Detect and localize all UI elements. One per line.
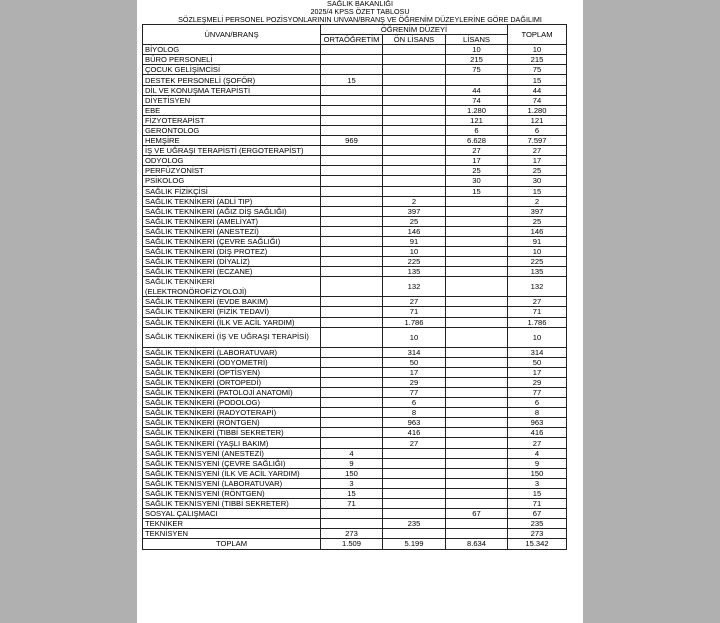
- lisans-value: [446, 267, 508, 277]
- lisans-value: [446, 297, 508, 307]
- ortaogretim-value: [321, 277, 383, 297]
- toplam-value: 150: [508, 468, 567, 478]
- ortaogretim-value: [321, 317, 383, 327]
- onlisans-value: [383, 105, 446, 115]
- toplam-value: 71: [508, 499, 567, 509]
- onlisans-value: [383, 125, 446, 135]
- toplam-value: 9: [508, 458, 567, 468]
- position-name: SAĞLIK TEKNİSYENİ (ÇEVRE SAĞLIĞI): [143, 458, 321, 468]
- position-name: SAĞLIK TEKNİKERİ (İŞ VE UĞRAŞI TERAPİSİ): [143, 327, 321, 347]
- table-row: [143, 347, 567, 357]
- ortaogretim-value: [321, 156, 383, 166]
- table-row: [143, 257, 567, 267]
- table-row: [143, 115, 567, 125]
- table-row: [143, 45, 567, 55]
- toplam-value: 397: [508, 206, 567, 216]
- table-row: [143, 297, 567, 307]
- ortaogretim-value: [321, 509, 383, 519]
- column-header-ogrenim: ÖĞRENİM DÜZEYİ: [321, 25, 508, 35]
- table-row: [143, 105, 567, 115]
- ortaogretim-value: [321, 55, 383, 65]
- document-page: [137, 0, 583, 623]
- table-row: [143, 499, 567, 509]
- onlisans-value: 963: [383, 418, 446, 428]
- table-row: [143, 226, 567, 236]
- table-row: [143, 136, 567, 146]
- lisans-value: [446, 226, 508, 236]
- toplam-value: 1.280: [508, 105, 567, 115]
- column-header-toplam: TOPLAM: [508, 25, 567, 45]
- lisans-value: [446, 236, 508, 246]
- toplam-value: 2: [508, 196, 567, 206]
- lisans-value: 15: [446, 186, 508, 196]
- onlisans-value: [383, 488, 446, 498]
- total-label: TOPLAM: [143, 539, 321, 549]
- onlisans-value: [383, 75, 446, 85]
- toplam-value: 121: [508, 115, 567, 125]
- toplam-value: 10: [508, 45, 567, 55]
- column-header-unvan: ÜNVAN/BRANŞ: [143, 25, 321, 45]
- table-row: [143, 519, 567, 529]
- position-name: SAĞLIK TEKNİKERİ (RADYOTERAPİ): [143, 408, 321, 418]
- table-row: [143, 388, 567, 398]
- onlisans-value: 397: [383, 206, 446, 216]
- ortaogretim-value: [321, 438, 383, 448]
- position-name: ÇOCUK GELİŞİMCİSİ: [143, 65, 321, 75]
- toplam-value: 29: [508, 377, 567, 387]
- ortaogretim-value: [321, 377, 383, 387]
- lisans-value: [446, 408, 508, 418]
- ortaogretim-value: [321, 196, 383, 206]
- position-name: SAĞLIK TEKNİKERİ (AĞIZ DİŞ SAĞLIĞI): [143, 206, 321, 216]
- ortaogretim-value: [321, 206, 383, 216]
- toplam-value: 314: [508, 347, 567, 357]
- lisans-value: [446, 327, 508, 347]
- position-name: SAĞLIK TEKNİKERİ (TIBBİ SEKRETER): [143, 428, 321, 438]
- lisans-value: 74: [446, 95, 508, 105]
- lisans-value: 121: [446, 115, 508, 125]
- total-row: [143, 539, 567, 549]
- table-row: [143, 317, 567, 327]
- toplam-value: 4: [508, 448, 567, 458]
- ortaogretim-value: [321, 176, 383, 186]
- onlisans-value: [383, 45, 446, 55]
- table-row: [143, 196, 567, 206]
- ortaogretim-value: [321, 428, 383, 438]
- lisans-value: 10: [446, 45, 508, 55]
- position-name: SAĞLIK TEKNİKERİ (DİŞ PROTEZ): [143, 247, 321, 257]
- toplam-value: 6: [508, 398, 567, 408]
- position-name: BİYOLOG: [143, 45, 321, 55]
- table-row: [143, 156, 567, 166]
- lisans-value: [446, 448, 508, 458]
- position-name: ODYOLOG: [143, 156, 321, 166]
- lisans-value: 27: [446, 146, 508, 156]
- ortaogretim-value: 15: [321, 75, 383, 85]
- onlisans-value: 416: [383, 428, 446, 438]
- position-name: SAĞLIK TEKNİKERİ (ADLİ TIP): [143, 196, 321, 206]
- table-row: [143, 367, 567, 377]
- ortaogretim-value: [321, 95, 383, 105]
- total-onlisans: 5.199: [383, 539, 446, 549]
- summary-title: 2025/4 KPSS ÖZET TABLOSU: [310, 7, 410, 16]
- lisans-value: [446, 347, 508, 357]
- onlisans-value: 132: [383, 277, 446, 297]
- position-name: SAĞLIK TEKNİSYENİ (TIBBİ SEKRETER): [143, 499, 321, 509]
- onlisans-value: 29: [383, 377, 446, 387]
- onlisans-value: [383, 458, 446, 468]
- lisans-value: 67: [446, 509, 508, 519]
- lisans-value: [446, 216, 508, 226]
- table-row: [143, 509, 567, 519]
- ortaogretim-value: 969: [321, 136, 383, 146]
- onlisans-value: [383, 55, 446, 65]
- ortaogretim-value: [321, 247, 383, 257]
- position-name: SAĞLIK TEKNİKERİ (ELEKTRONÖROFİZYOLOJİ): [143, 277, 321, 297]
- onlisans-value: 6: [383, 398, 446, 408]
- onlisans-value: 8: [383, 408, 446, 418]
- position-name: SAĞLIK TEKNİKERİ (ÇEVRE SAĞLIĞI): [143, 236, 321, 246]
- position-name: SAĞLIK TEKNİKERİ (ORTOPEDİ): [143, 377, 321, 387]
- position-name: PERFÜZYONİST: [143, 166, 321, 176]
- table-row: [143, 377, 567, 387]
- table-row: [143, 277, 567, 297]
- onlisans-value: [383, 186, 446, 196]
- lisans-value: [446, 317, 508, 327]
- lisans-value: [446, 257, 508, 267]
- ortaogretim-value: [321, 216, 383, 226]
- table-row: [143, 458, 567, 468]
- toplam-value: 91: [508, 236, 567, 246]
- toplam-value: 44: [508, 85, 567, 95]
- ortaogretim-value: [321, 105, 383, 115]
- onlisans-value: 27: [383, 297, 446, 307]
- toplam-value: 6: [508, 125, 567, 135]
- position-name: SAĞLIK TEKNİKERİ (YAŞLI BAKIM): [143, 438, 321, 448]
- toplam-value: 67: [508, 509, 567, 519]
- position-name: SAĞLIK TEKNİKERİ (DİYALİZ): [143, 257, 321, 267]
- onlisans-value: [383, 146, 446, 156]
- toplam-value: 30: [508, 176, 567, 186]
- toplam-value: 77: [508, 388, 567, 398]
- table-row: [143, 357, 567, 367]
- position-name: SAĞLIK TEKNİKERİ (PODOLOG): [143, 398, 321, 408]
- total-lisans: 8.634: [446, 539, 508, 549]
- lisans-value: 75: [446, 65, 508, 75]
- lisans-value: [446, 438, 508, 448]
- table-row: [143, 95, 567, 105]
- onlisans-value: [383, 115, 446, 125]
- table-row: [143, 307, 567, 317]
- table-row: [143, 85, 567, 95]
- toplam-value: 416: [508, 428, 567, 438]
- ortaogretim-value: [321, 307, 383, 317]
- toplam-value: 17: [508, 367, 567, 377]
- ortaogretim-value: [321, 65, 383, 75]
- position-name: SAĞLIK TEKNİSYENİ (LABORATUVAR): [143, 478, 321, 488]
- positions-table: [142, 24, 567, 550]
- table-row: [143, 529, 567, 539]
- toplam-value: 75: [508, 65, 567, 75]
- position-name: SAĞLIK TEKNİKERİ (İLK VE ACİL YARDIM): [143, 317, 321, 327]
- table-row: [143, 166, 567, 176]
- lisans-value: 30: [446, 176, 508, 186]
- onlisans-value: 27: [383, 438, 446, 448]
- ortaogretim-value: [321, 367, 383, 377]
- position-name: BÜRO PERSONELİ: [143, 55, 321, 65]
- table-row: [143, 65, 567, 75]
- ortaogretim-value: [321, 125, 383, 135]
- ortaogretim-value: [321, 418, 383, 428]
- onlisans-value: [383, 529, 446, 539]
- table-row: [143, 408, 567, 418]
- table-row: [143, 327, 567, 347]
- ortaogretim-value: [321, 388, 383, 398]
- onlisans-value: [383, 468, 446, 478]
- lisans-value: [446, 277, 508, 297]
- onlisans-value: 2: [383, 196, 446, 206]
- onlisans-value: [383, 156, 446, 166]
- ortaogretim-value: 273: [321, 529, 383, 539]
- onlisans-value: 25: [383, 216, 446, 226]
- lisans-value: [446, 488, 508, 498]
- ortaogretim-value: [321, 226, 383, 236]
- position-name: SAĞLIK TEKNİKERİ (AMELİYAT): [143, 216, 321, 226]
- ortaogretim-value: 4: [321, 448, 383, 458]
- toplam-value: 225: [508, 257, 567, 267]
- toplam-value: 1.786: [508, 317, 567, 327]
- ortaogretim-value: [321, 146, 383, 156]
- position-name: GERONTOLOG: [143, 125, 321, 135]
- onlisans-value: 235: [383, 519, 446, 529]
- ortaogretim-value: [321, 519, 383, 529]
- position-name: İŞ VE UĞRAŞI TERAPİSTİ (ERGOTERAPİST): [143, 146, 321, 156]
- table-row: [143, 186, 567, 196]
- onlisans-value: 225: [383, 257, 446, 267]
- position-name: SOSYAL ÇALIŞMACI: [143, 509, 321, 519]
- ortaogretim-value: 15: [321, 488, 383, 498]
- toplam-value: 15: [508, 186, 567, 196]
- position-name: SAĞLIK TEKNİKERİ (FİZİK TEDAVİ): [143, 307, 321, 317]
- lisans-value: [446, 75, 508, 85]
- onlisans-value: [383, 65, 446, 75]
- ortaogretim-value: 71: [321, 499, 383, 509]
- position-name: DESTEK PERSONELİ (ŞOFÖR): [143, 75, 321, 85]
- lisans-value: 17: [446, 156, 508, 166]
- position-name: TEKNİSYEN: [143, 529, 321, 539]
- onlisans-value: [383, 448, 446, 458]
- lisans-value: [446, 519, 508, 529]
- position-name: SAĞLIK TEKNİKERİ (PATOLOJİ ANATOMİ): [143, 388, 321, 398]
- toplam-value: 215: [508, 55, 567, 65]
- toplam-value: 15: [508, 488, 567, 498]
- position-name: SAĞLIK TEKNİSYENİ (ANESTEZİ): [143, 448, 321, 458]
- table-row: [143, 125, 567, 135]
- lisans-value: [446, 398, 508, 408]
- lisans-value: [446, 206, 508, 216]
- onlisans-value: [383, 509, 446, 519]
- ortaogretim-value: [321, 267, 383, 277]
- onlisans-value: 91: [383, 236, 446, 246]
- table-row: [143, 438, 567, 448]
- table-row: [143, 428, 567, 438]
- onlisans-value: [383, 85, 446, 95]
- toplam-value: 10: [508, 247, 567, 257]
- ortaogretim-value: [321, 236, 383, 246]
- lisans-value: [446, 367, 508, 377]
- position-name: SAĞLIK TEKNİSYENİ (İLK VE ACİL YARDIM): [143, 468, 321, 478]
- lisans-value: 44: [446, 85, 508, 95]
- lisans-value: [446, 529, 508, 539]
- toplam-value: 17: [508, 156, 567, 166]
- toplam-value: 8: [508, 408, 567, 418]
- onlisans-value: 71: [383, 307, 446, 317]
- toplam-value: 10: [508, 327, 567, 347]
- onlisans-value: 135: [383, 267, 446, 277]
- lisans-value: 25: [446, 166, 508, 176]
- position-name: SAĞLIK FİZİKÇİSİ: [143, 186, 321, 196]
- ortaogretim-value: [321, 327, 383, 347]
- column-header-ortaogretim: ORTAÖĞRETİM: [321, 35, 383, 45]
- lisans-value: [446, 196, 508, 206]
- toplam-value: 74: [508, 95, 567, 105]
- toplam-value: 27: [508, 146, 567, 156]
- lisans-value: 215: [446, 55, 508, 65]
- ortaogretim-value: [321, 115, 383, 125]
- position-name: DİL VE KONUŞMA TERAPİSTİ: [143, 85, 321, 95]
- onlisans-value: [383, 176, 446, 186]
- onlisans-value: [383, 95, 446, 105]
- toplam-value: 3: [508, 478, 567, 488]
- onlisans-value: [383, 478, 446, 488]
- table-row: [143, 206, 567, 216]
- toplam-value: 273: [508, 529, 567, 539]
- table-row: [143, 418, 567, 428]
- total-ortaogretim: 1.509: [321, 539, 383, 549]
- toplam-value: 71: [508, 307, 567, 317]
- onlisans-value: 77: [383, 388, 446, 398]
- position-name: SAĞLIK TEKNİKERİ (ANESTEZİ): [143, 226, 321, 236]
- position-name: SAĞLIK TEKNİKERİ (RÖNTGEN): [143, 418, 321, 428]
- position-name: SAĞLIK TEKNİKERİ (ODYOMETRİ): [143, 357, 321, 367]
- onlisans-value: 10: [383, 247, 446, 257]
- position-name: DİYETİSYEN: [143, 95, 321, 105]
- toplam-value: 235: [508, 519, 567, 529]
- table-row: [143, 398, 567, 408]
- toplam-value: 25: [508, 216, 567, 226]
- table-row: [143, 146, 567, 156]
- toplam-value: 7.597: [508, 136, 567, 146]
- ortaogretim-value: [321, 166, 383, 176]
- position-name: SAĞLIK TEKNİKERİ (EVDE BAKIM): [143, 297, 321, 307]
- lisans-value: [446, 307, 508, 317]
- ministry-title: SAĞLIK BAKANLIĞI: [327, 0, 393, 8]
- table-row: [143, 75, 567, 85]
- position-name: SAĞLIK TEKNİKERİ (ECZANE): [143, 267, 321, 277]
- position-name: SAĞLIK TEKNİSYENİ (RÖNTGEN): [143, 488, 321, 498]
- position-name: FİZYOTERAPİST: [143, 115, 321, 125]
- distribution-title: SÖZLEŞMELİ PERSONEL POZİSYONLARININ UNVAN/BRANŞ VE ÖĞRENİM DÜZEYLERİNE GÖRE DAĞILIMI: [178, 15, 542, 24]
- table-row: [143, 247, 567, 257]
- toplam-value: 50: [508, 357, 567, 367]
- toplam-value: 146: [508, 226, 567, 236]
- ortaogretim-value: [321, 257, 383, 267]
- onlisans-value: 50: [383, 357, 446, 367]
- table-row: [143, 216, 567, 226]
- column-header-onlisans: ÖN LİSANS: [383, 35, 446, 45]
- lisans-value: 6: [446, 125, 508, 135]
- lisans-value: 1.280: [446, 105, 508, 115]
- toplam-value: 25: [508, 166, 567, 176]
- lisans-value: 6.628: [446, 136, 508, 146]
- onlisans-value: 10: [383, 327, 446, 347]
- position-name: SAĞLIK TEKNİKERİ (OPTİSYEN): [143, 367, 321, 377]
- position-name: HEMŞİRE: [143, 136, 321, 146]
- column-header-lisans: LİSANS: [446, 35, 508, 45]
- ortaogretim-value: [321, 347, 383, 357]
- table-row: [143, 267, 567, 277]
- toplam-value: 132: [508, 277, 567, 297]
- toplam-value: 963: [508, 418, 567, 428]
- ortaogretim-value: [321, 297, 383, 307]
- table-row: [143, 488, 567, 498]
- table-row: [143, 236, 567, 246]
- ortaogretim-value: [321, 357, 383, 367]
- table-row: [143, 468, 567, 478]
- lisans-value: [446, 428, 508, 438]
- position-name: TEKNİKER: [143, 519, 321, 529]
- ortaogretim-value: [321, 45, 383, 55]
- lisans-value: [446, 247, 508, 257]
- onlisans-value: [383, 166, 446, 176]
- onlisans-value: 1.786: [383, 317, 446, 327]
- lisans-value: [446, 499, 508, 509]
- position-name: SAĞLIK TEKNİKERİ (LABORATUVAR): [143, 347, 321, 357]
- onlisans-value: [383, 499, 446, 509]
- lisans-value: [446, 418, 508, 428]
- lisans-value: [446, 458, 508, 468]
- lisans-value: [446, 377, 508, 387]
- ortaogretim-value: 150: [321, 468, 383, 478]
- ortaogretim-value: [321, 186, 383, 196]
- lisans-value: [446, 357, 508, 367]
- table-row: [143, 448, 567, 458]
- ortaogretim-value: [321, 398, 383, 408]
- table-row: [143, 478, 567, 488]
- onlisans-value: 146: [383, 226, 446, 236]
- total-toplam: 15.342: [508, 539, 567, 549]
- onlisans-value: 314: [383, 347, 446, 357]
- ortaogretim-value: [321, 85, 383, 95]
- table-row: [143, 176, 567, 186]
- ortaogretim-value: 9: [321, 458, 383, 468]
- ortaogretim-value: [321, 408, 383, 418]
- lisans-value: [446, 388, 508, 398]
- lisans-value: [446, 478, 508, 488]
- position-name: EBE: [143, 105, 321, 115]
- position-name: PSİKOLOG: [143, 176, 321, 186]
- toplam-value: 27: [508, 438, 567, 448]
- lisans-value: [446, 468, 508, 478]
- table-row: [143, 55, 567, 65]
- toplam-value: 27: [508, 297, 567, 307]
- ortaogretim-value: 3: [321, 478, 383, 488]
- onlisans-value: 17: [383, 367, 446, 377]
- toplam-value: 135: [508, 267, 567, 277]
- onlisans-value: [383, 136, 446, 146]
- toplam-value: 15: [508, 75, 567, 85]
